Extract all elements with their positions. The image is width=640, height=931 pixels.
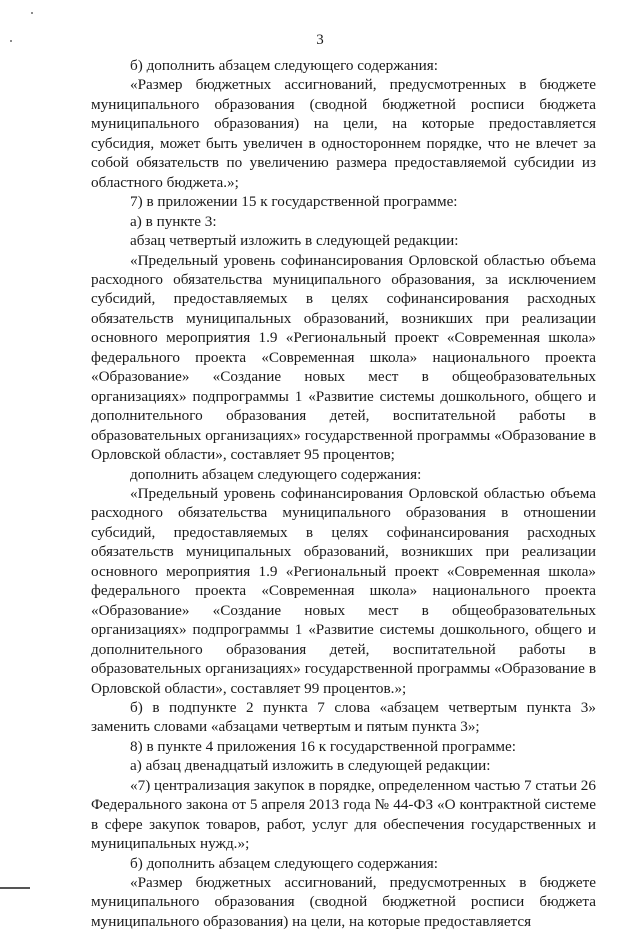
paragraph: «7) централизация закупок в порядке, определенном частью 7 статьи 26 Федерального закона от 5 апреля 2013 года № 44-ФЗ «О контрактной системе в сфере закупок товаров, работ, услуг для обеспечения государственных и муниципальных нужд.»; [91,776,596,853]
page-number: 3 [316,32,324,48]
paragraph: а) абзац двенадцатый изложить в следующей редакции: [130,757,491,775]
paragraph: б) дополнить абзацем следующего содержания: [130,57,438,74]
paragraph: «Размер бюджетных ассигнований, предусмотренных в бюджете муниципального образования (сводной бюджетной росписи бюджета муниципального образования) на цели, на которые предоставляется субсидия, может быть увеличен в одностороннем порядке, что не влечет за собой обязательств по увеличению размера предоставляемой субсидии из областного бюджета.»; [91,76,596,191]
paragraph: 7) в приложении 15 к государственной программе: [130,193,458,211]
paragraph: а) в пункте 3: [130,212,217,230]
paragraph: абзац четвертый изложить в следующей редакции: [130,232,459,250]
paragraph: «Размер бюджетных ассигнований, предусмотренных в бюджете муниципального образования (сводной бюджетной росписи бюджета муниципального образования) на цели, на которые предоставляется [91,874,596,930]
document-body [91,56,596,931]
paragraph: б) дополнить абзацем следующего содержания: [130,854,438,872]
paragraph: дополнить абзацем следующего содержания: [130,465,422,483]
paragraph: «Предельный уровень софинансирования Орловской областью объема расходного обязательства муниципального образования, за исключением субсидий, предоставляемых в целях софинансирования расходных обязательств муниципальных образований, возникших при реализации основного мероприятия 1.9 «Региональный проект «Современная школа» федерального проекта «Современная школа» национального проекта «Образование» «Создание новых мест в общеобразовательных организациях» подпрограммы 1 «Развитие системы дошкольного, общего и дополнительного образования детей, воспитательной работы в образовательных организациях» государственной программы «Образование в Орловской области», составляет 95 процентов; [91,251,596,464]
scan-edge-mark [0,887,30,889]
paragraph: б) в подпункте 2 пункта 7 слова «абзацем четвертым пункта 3» заменить словами «абзацами четвертым и пятым пункта 3»; [91,698,596,736]
paragraph: «Предельный уровень софинансирования Орловской областью объема расходного обязательства муниципального образования в отношении субсидий, предоставляемых в целях софинансирования расходных обязательств муниципальных образований, возникших при реализации основного мероприятия 1.9 «Региональный проект «Современная школа» федерального проекта «Современная школа» национального проекта «Образование» «Создание новых мест в общеобразовательных организациях» подпрограммы 1 «Развитие системы дошкольного, общего и дополнительного образования детей, воспитательной работы в образовательных организациях» государственной программы «Образование в Орловской области», составляет 99 процентов.»; [91,484,596,697]
scan-dot [31,12,33,14]
paragraph: 8) в пункте 4 приложения 16 к государственной программе: [130,737,516,755]
